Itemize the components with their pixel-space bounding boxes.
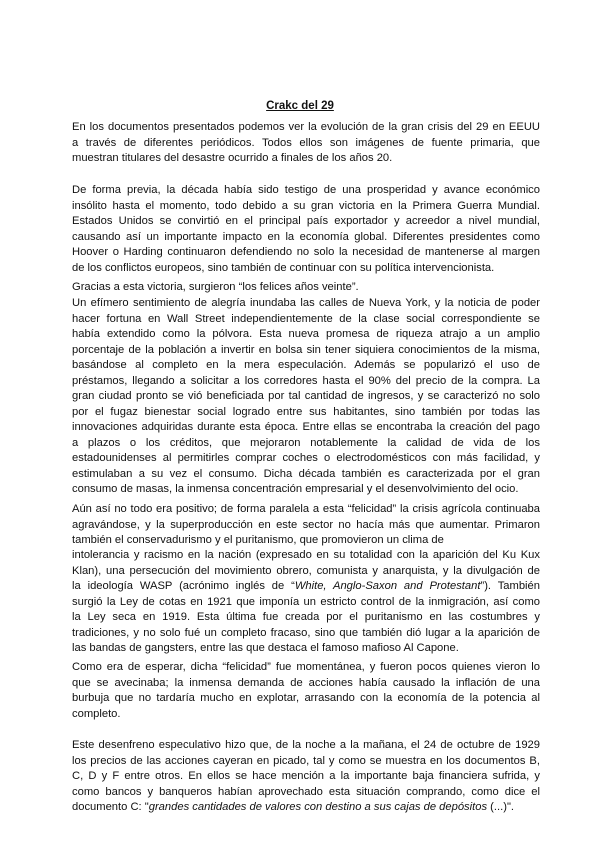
text-line [72,327,540,343]
text-line [72,579,540,595]
text-segment: documento C: " [72,801,149,813]
text-line [72,548,540,564]
text-segment: había extendido como la pólvora. Esta nueva promesa de riqueza atrajo a un amplio [72,328,540,340]
text-segment: que se avecinaba; la inmensa demanda de acciones había causado la inflación de una [72,676,540,689]
text-segment: Como era de esperar, dicha “felicidad” fue momentánea, y fueron pocos quienes vieron lo [72,661,540,673]
text-segment: Aún así no todo era positivo; de forma paralela a esta “felicidad” la crisis agrícola continuaba [72,503,540,515]
text-segment: Este desenfreno especulativo hizo que, de la noche a la mañana, el 24 de octubre de 1929 [72,739,540,751]
text-line [72,120,540,136]
text-segment: la Ley seca en 1919. Esta última fue creada por el puritanismo en las costumbres y [72,611,540,623]
text-line [72,610,540,626]
text-segment: (...)". [487,801,515,813]
text-line [72,136,540,152]
text-segment: burbuja que no tardaría mucho en explotar, arrasando con la economía de la potencia al [72,692,540,704]
paragraph [72,280,540,296]
text-line [72,261,540,277]
text-segment: como bancos y banqueros habían aprovechado esta situación comprando, como dice el [72,785,540,798]
italic-text: grandes cantidades de valores con destino a sus cajas de depósitos [148,801,488,813]
text-line [72,358,540,374]
text-line [72,183,540,199]
text-line [72,482,540,498]
text-line [72,296,540,312]
text-segment: también el conservadurismo y el puritanismo, que promovieron un clima de [72,534,444,546]
text-line [72,245,540,261]
text-line [72,707,540,723]
text-segment: la ideología WASP (acrónimo inglés de “ [72,580,295,592]
text-line [72,199,540,215]
text-segment: consumo de masas, la inmensa concentración empresarial y el desenvolvimiento del ocio. [72,483,519,495]
text-segment: completo. [72,707,121,720]
text-line [72,451,540,467]
text-segment: causando así un importante impacto en la economía global. Diferentes presidentes como [72,230,540,243]
text-segment: insólito hasta el momento, todo debido a su gran victoria en la Primera Guerra Mundial. [72,199,540,212]
paragraph [72,660,540,722]
text-segment: gran ciudad pronto se vió beneficiada por tal cantidad de ingresos, y se caracterizó no solo [72,390,540,402]
text-segment: ”). También [480,580,540,592]
text-line [72,405,540,421]
text-segment: a plazos o los créditos, que mejoraron notablemente la calidad de vida de los [72,436,540,449]
text-line [72,467,540,483]
text-segment: Un efímero sentimiento de alegría inundaba las calles de Nueva York, y la noticia de poder [72,297,540,309]
text-segment: por el fugaz bienestar social logrado entre sus habitantes, sino también por todas las [72,405,540,418]
paragraph [72,183,540,276]
text-segment: Hoover o Harding continuaron defendiendo no solo la necesidad de mantenerse al margen [72,246,540,258]
paragraph [72,548,540,657]
paragraph [72,738,540,816]
paragraph [72,296,540,498]
text-line [72,280,540,296]
text-line [72,389,540,405]
text-line [72,800,540,816]
text-segment: de los conflictos europeos, sino también de continuar con su política intervencionista. [72,261,495,274]
text-line [72,564,540,580]
text-segment: innovaciones adquiridas durante esta época. Entre ellas se encontraba la creación del pago [72,421,540,433]
text-segment: De forma previa, la década había sido testigo de una prosperidad y avance económico [72,184,540,196]
text-segment: tradiciones, y no solo fué un completo fracaso, sino que también dió lugar a la aparición de [72,626,540,639]
text-line [72,738,540,754]
text-line [72,676,540,692]
text-line [72,691,540,707]
text-segment: C, D y F entre otros. En ellos se hace mención a la importante baja financiera sufrida, y [72,770,540,782]
text-line [72,533,540,549]
text-line [72,151,540,167]
text-line [72,595,540,611]
paragraph [72,120,540,167]
text-segment: intolerancia y racismo en la nación (expresado en su totalidad con la aparición del Ku Kux [72,549,540,561]
text-segment: En los documentos presentados podemos ver la evolución de la gran crisis del 29 en EEUU [72,121,540,133]
text-segment: muestran titulares del desastre ocurrido a finales de los años 20. [72,152,393,164]
text-line [72,641,540,657]
text-line [72,769,540,785]
text-segment: basándose al completo en la mera especulación. Además se popularizó el uso de [72,359,540,371]
text-segment: Estados Unidos se convirtió en el principal país exportador y acreedor a nivel mundial, [72,215,540,227]
text-line [72,214,540,230]
text-line [72,436,540,452]
text-line [72,312,540,328]
text-segment: a través de diferentes periódicos. Todos ellos son imágenes de fuente primaria, que [72,136,540,149]
text-segment: estadounidenses al permitirles comprar coches o electrodomésticos con más facilidad, y [72,452,540,464]
text-segment: Klan), una persecución del movimiento obrero, comunista y anarquista, y la divulgación de [72,564,540,577]
text-segment: agravándose, y la superproducción en este sector no hacía más que aumentar. Primaron [72,518,540,531]
paragraph [72,502,540,549]
text-segment: surgió la Ley de cotas en 1921 que imponía un estricto control de la inmigración, así como [72,595,540,608]
text-segment: Gracias a esta victoria, surgieron “los felices años veinte”. [72,281,359,293]
document-title: Crakc del 29 [266,100,334,112]
text-line [72,343,540,359]
text-segment: porcentaje de la población a invertir en bolsa sin tener siquiera conocimientos de la misma, [72,343,540,356]
text-line [72,660,540,676]
italic-text: White, Anglo-Saxon and Protestant [294,580,481,592]
text-segment: las bandas de gangsters, entre las que destaca el famoso mafioso Al Capone. [72,642,459,654]
text-segment: préstamos, llegando a solicitar a los corredores hasta el 90% del precio de la compra. La [72,374,540,387]
text-line [72,785,540,801]
text-line [72,518,540,534]
text-line [72,230,540,246]
text-line [72,754,540,770]
text-line [72,374,540,390]
text-line [72,626,540,642]
text-line [72,420,540,436]
text-segment: estimulaban a su vez el consumo. Dicha década también es caracterizada por el gran [72,467,540,480]
text-segment: hacer fortuna en Wall Street independientemente de la clase social correspondiente se [72,312,540,325]
text-segment: los precios de las acciones cayeran en picado, tal y como se muestra en los documentos B, [72,754,540,767]
text-line [72,502,540,518]
